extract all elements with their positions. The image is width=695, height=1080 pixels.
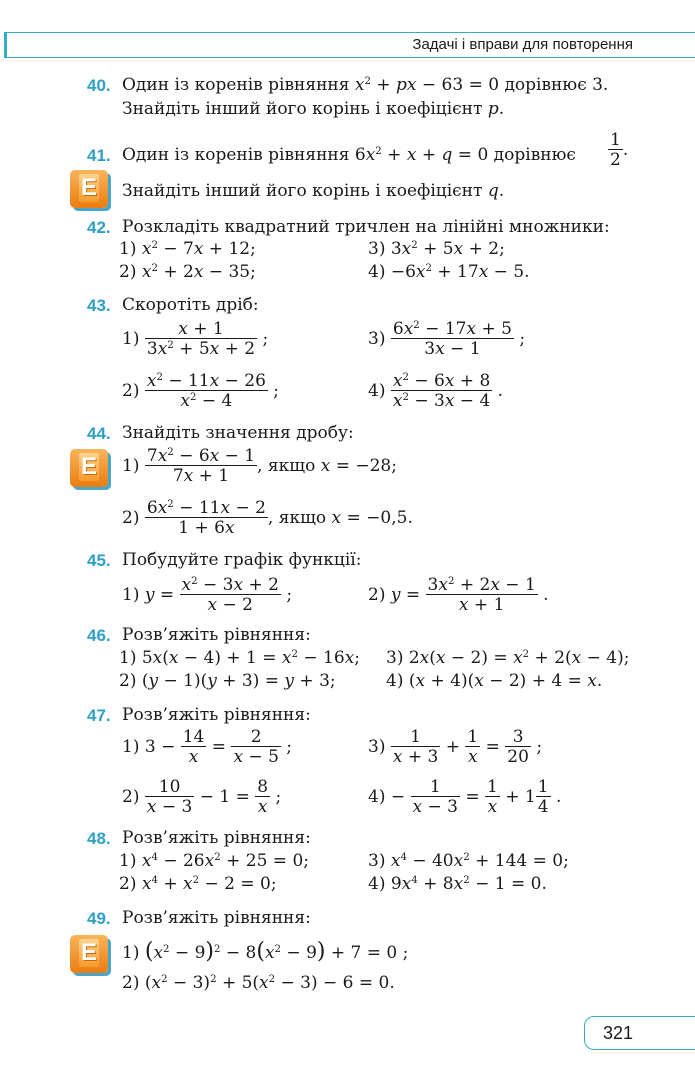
problem-number-46: 46. bbox=[87, 626, 111, 645]
problem-45-item2: 2) y = $\frac{3x^2 + 2x - 1}{x + 1}$ . bbox=[368, 575, 549, 615]
problem-41-line2: Знайдіть інший його корінь і коефіцієнт q. bbox=[122, 181, 505, 201]
problem-48-text: Розв’яжіть рівняння: bbox=[122, 828, 311, 848]
problem-45-item1: 1) y = $\frac{x^2 - 3x + 2}{x - 2}$ ; bbox=[122, 575, 293, 615]
problem-number-45: 45. bbox=[87, 551, 111, 570]
problem-42-text: Розкладіть квадратний тричлен на лінійні множники: bbox=[122, 217, 610, 237]
page-number: 321 bbox=[603, 1023, 634, 1043]
problem-48-item3: 3) $x^4 - 40x^2 + 144 = 0$; bbox=[368, 851, 569, 871]
problem-40-line1: Один із коренів рівняння $x^2$ + px − 63 = 0 дорівнює 3. bbox=[122, 75, 609, 95]
problem-44-item1: 1) $\frac{7x^2 - 6x - 1}{7x + 1}$ , якщо x = −28; bbox=[122, 446, 397, 486]
problem-46-text: Розв’яжіть рівняння: bbox=[122, 625, 311, 645]
problem-42-item4: $4) -6x^2 + 17x - 5$. bbox=[368, 262, 530, 282]
problem-49-text: Розв’яжіть рівняння: bbox=[122, 908, 311, 928]
exercise-e-badge-icon: E bbox=[70, 935, 108, 973]
problem-47-item2: 2) $\frac{10}{x - 3}$ − 1 = $\frac{8}{x}$ ; bbox=[122, 777, 282, 817]
page-number-box bbox=[584, 1016, 695, 1050]
problem-43-text: Скоротіть дріб: bbox=[122, 295, 259, 315]
problem-40-text: Один із коренів рівняння bbox=[122, 75, 350, 95]
exercise-e-badge-icon: E bbox=[70, 449, 108, 487]
exercise-e-badge-icon: E bbox=[70, 170, 108, 208]
problem-45-text: Побудуйте графік функції: bbox=[122, 550, 362, 570]
problem-43-item3: 3) $\frac{6x^2 - 17x + 5}{3x - 1}$ ; bbox=[368, 319, 526, 359]
problem-47-item1: 1) 3 − $\frac{14}{x}$ = $\frac{2}{x - 5}$ ; bbox=[122, 727, 293, 767]
problem-42-item2: 2) $x^2 + 2x - 35$; bbox=[119, 262, 256, 282]
problem-46-item4: 4) (x + 4)(x − 2) + 4 = x. bbox=[386, 671, 603, 691]
problem-44-text: Знайдіть значення дробу: bbox=[122, 423, 354, 443]
problem-44-cond2: , якщо bbox=[267, 508, 327, 528]
problem-40-tail: дорівнює 3. bbox=[504, 75, 609, 95]
problem-43-item4: 4) $\frac{x^2 - 6x + 8}{x^2 - 3x - 4}$ . bbox=[368, 371, 504, 411]
problem-47-text: Розв’яжіть рівняння: bbox=[122, 705, 311, 725]
problem-46-item3: 3) $2x(x - 2) = x^2 + 2(x - 4)$; bbox=[386, 648, 630, 668]
problem-number-41: 41. bbox=[87, 146, 111, 165]
problem-43-item2: 2) $\frac{x^2 - 11x - 26}{x^2 - 4}$ ; bbox=[122, 371, 280, 411]
problem-48-item2: 2) $x^4 + x^2 - 2 = 0$; bbox=[119, 874, 277, 894]
problem-42-item3: 3) $3x^2 + 5x + 2$; bbox=[368, 239, 505, 259]
problem-41-tail: дорівнює bbox=[493, 145, 576, 165]
problem-48-item1: 1) $x^4 - 26x^2 + 25 = 0$; bbox=[119, 851, 309, 871]
problem-49-item2: 2) $(x^2 - 3)^2 + 5(x^2 - 3) - 6 = 0$. bbox=[122, 973, 395, 993]
fraction-one-half: $\frac{1}{2}$ . bbox=[610, 130, 629, 170]
page-header bbox=[4, 32, 695, 58]
problem-41-text: Один із коренів рівняння bbox=[122, 145, 350, 165]
problem-46-item2: 2) (y − 1)(y + 3) = y + 3; bbox=[119, 671, 336, 691]
problem-40-line2: Знайдіть інший його корінь і коефіцієнт p. bbox=[122, 99, 505, 119]
problem-46-item1: 1) $5x(x - 4) + 1 = x^2 - 16x$; bbox=[119, 648, 361, 668]
problem-40-text2: Знайдіть інший його корінь і коефіцієнт bbox=[122, 99, 483, 119]
problem-44-cond1: , якщо bbox=[257, 456, 316, 476]
problem-number-47: 47. bbox=[87, 706, 111, 725]
problem-number-42: 42. bbox=[87, 218, 111, 237]
problem-47-item4: 4) − $\frac{1}{x - 3}$ = $\frac{1}{x}$ + 1 $\frac{1}{4}$ . bbox=[368, 777, 562, 817]
header-title: Задачі і вправи для повторення bbox=[412, 36, 633, 53]
problem-43-item1: 1) $\frac{x + 1}{3x^2 + 5x + 2}$ ; bbox=[122, 319, 269, 359]
problem-number-49: 49. bbox=[87, 909, 111, 928]
problem-number-40: 40. bbox=[87, 76, 111, 95]
problem-47-item3: 3) $\frac{1}{x + 3}$ + $\frac{1}{x}$ = $\frac{3}{20}$ ; bbox=[368, 727, 543, 767]
problem-49-item1: 1) $(x^2 - 9)^2 - 8(x^2 - 9) + 7 = 0$ ; bbox=[122, 939, 409, 964]
problem-number-43: 43. bbox=[87, 296, 111, 315]
problem-41-line1: Один із коренів рівняння $6x^2 + x + q = 0$ дорівнює bbox=[122, 145, 576, 165]
problem-41-text2: Знайдіть інший його корінь і коефіцієнт bbox=[122, 181, 483, 201]
problem-48-item4: 4) $9x^4 + 8x^2 - 1 = 0$. bbox=[368, 874, 547, 894]
problem-42-item1: 1) $x^2 - 7x + 12$; bbox=[119, 239, 256, 259]
problem-number-48: 48. bbox=[87, 829, 111, 848]
problem-number-44: 44. bbox=[87, 424, 111, 443]
problem-44-item2: 2) $\frac{6x^2 - 11x - 2}{1 + 6x}$ , якщо x = −0,5. bbox=[122, 498, 413, 538]
